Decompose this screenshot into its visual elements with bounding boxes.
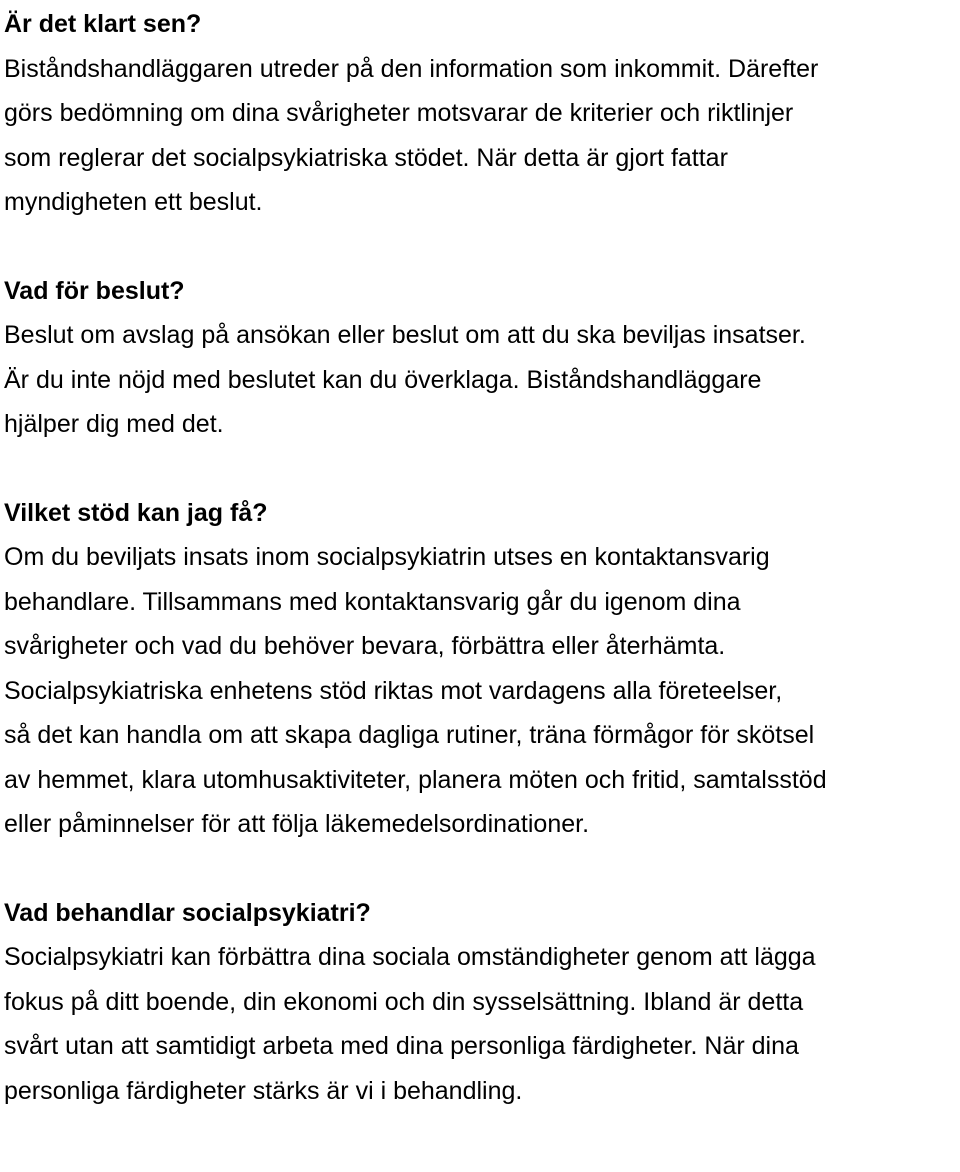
section-vilket-stod-kan-jag-fa — [4, 491, 960, 847]
paragraph-line: behandlare. Tillsammans med kontaktansvarig går du igenom dina — [4, 587, 741, 616]
paragraph-line: Beslut om avslag på ansökan eller beslut om att du ska beviljas insatser. — [4, 321, 806, 349]
paragraph-line: eller påminnelser för att följa läkemedelsordinationer. — [4, 810, 590, 838]
paragraph-line: så det kan handla om att skapa dagliga rutiner, träna förmågor för skötsel — [4, 721, 815, 749]
section-heading: Vilket stöd kan jag få? — [4, 498, 268, 527]
section-ar-det-klart-sen — [4, 2, 960, 225]
paragraph-line: Om du beviljats insats inom socialpsykiatrin utses en kontaktansvarig — [4, 543, 770, 571]
paragraph-line: av hemmet, klara utomhusaktiviteter, planera möten och fritid, samtalsstöd — [4, 765, 827, 794]
paragraph-line: svårigheter och vad du behöver bevara, förbättra eller återhämta. — [4, 632, 726, 660]
paragraph-line: Är du inte nöjd med beslutet kan du överklaga. Biståndshandläggare — [4, 365, 762, 394]
section-heading: Vad för beslut? — [4, 276, 185, 305]
paragraph-line: svårt utan att samtidigt arbeta med dina personliga färdigheter. När dina — [4, 1032, 799, 1060]
paragraph-line: fokus på ditt boende, din ekonomi och din sysselsättning. Ibland är detta — [4, 987, 804, 1016]
section-heading: Vad behandlar socialpsykiatri? — [4, 898, 371, 927]
paragraph-line: Biståndshandläggaren utreder på den information som inkommit. Därefter — [4, 54, 819, 83]
paragraph-line: myndigheten ett beslut. — [4, 188, 263, 216]
paragraph-line: Socialpsykiatriska enhetens stöd riktas mot vardagens alla företeelser, — [4, 676, 783, 705]
section-heading: Är det klart sen? — [4, 10, 202, 38]
paragraph-line: Socialpsykiatri kan förbättra dina sociala omständigheter genom att lägga — [4, 943, 816, 971]
paragraph-line: görs bedömning om dina svårigheter motsvarar de kriterier och riktlinjer — [4, 99, 794, 127]
section-vad-for-beslut — [4, 269, 960, 447]
paragraph-line: som reglerar det socialpsykiatriska stödet. När detta är gjort fattar — [4, 143, 728, 172]
paragraph-line: hjälper dig med det. — [4, 410, 224, 438]
paragraph-line: personliga färdigheter stärks är vi i behandling. — [4, 1076, 523, 1105]
section-vad-behandlar-socialpsykiatri — [4, 891, 960, 1114]
